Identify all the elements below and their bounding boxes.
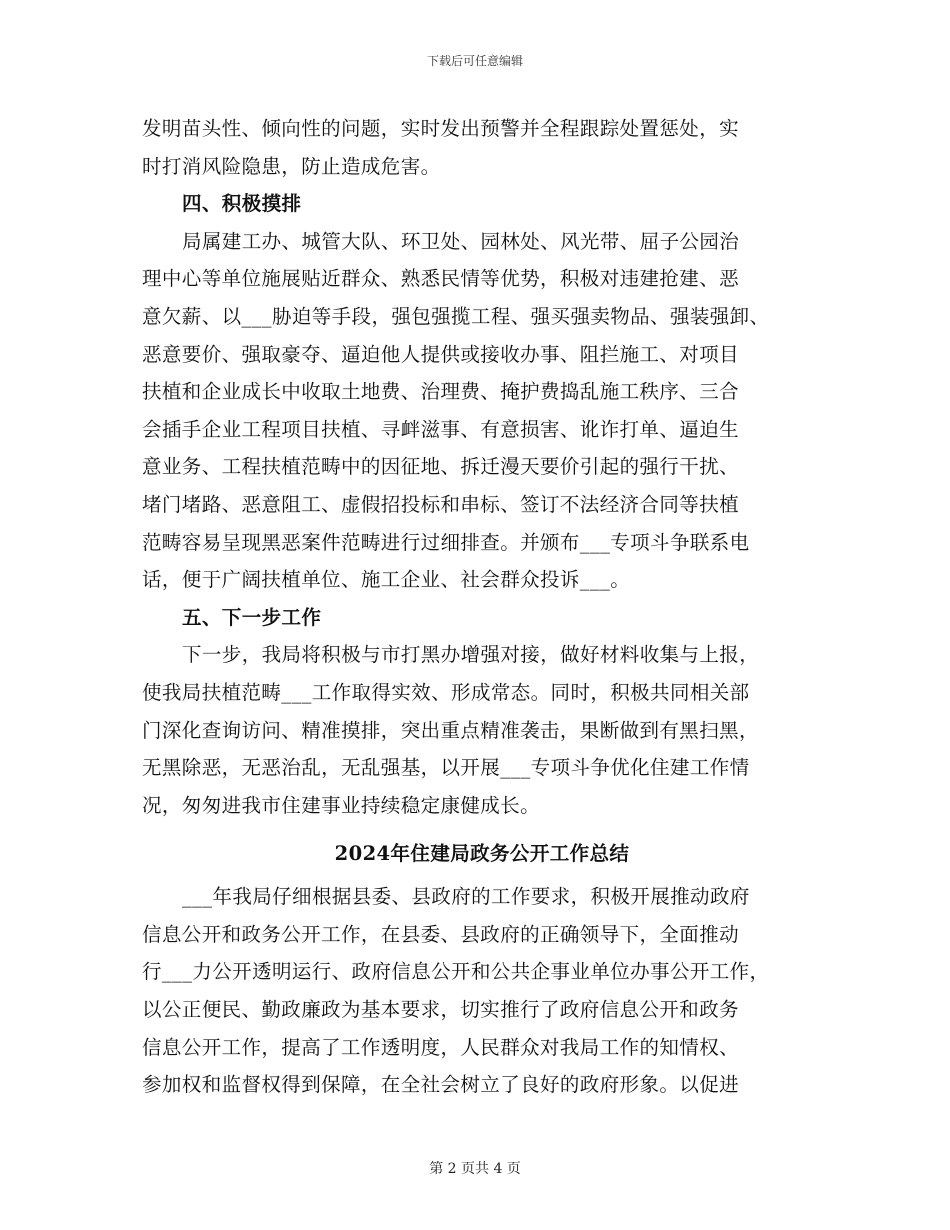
paragraph-line: 局属建工办、城管大队、环卫处、园林处、风光带、屈子公园治: [182, 229, 740, 253]
paragraph-line: 下一步，我局将积极与市打黑办增强对接，做好材料收集与上报，: [182, 643, 760, 667]
paragraph-line: 意业务、工程扶植范畴中的因征地、拆迁漫天要价引起的强行干扰、: [142, 455, 740, 479]
paragraph-line: ___年我局仔细根据县委、县政府的工作要求，积极开展推动政府: [182, 885, 750, 909]
document-body: [142, 110, 822, 1104]
paragraph-line: 恶意要价、强取豪夺、逼迫他人提供或接收办事、阻拦施工、对项目: [142, 342, 740, 366]
paragraph-line: 话，便于广阔扶植单位、施工企业、社会群众投诉___。: [142, 568, 631, 592]
page-header: 下载后可任意编辑: [426, 54, 523, 68]
section-heading: 五、下一步工作: [182, 605, 322, 629]
paragraph-line: 信息公开和政务公开工作，在县委、县政府的正确领导下，全面推动: [142, 922, 740, 946]
paragraph-line: 况，匆匆进我市住建事业持续稳定康健成长。: [142, 793, 541, 817]
paragraph-line: 堵门堵路、恶意阻工、虚假招投标和串标、签订不法经济合同等扶植: [142, 492, 740, 516]
paragraph-line: 发明苗头性、倾向性的问题，实时发出预警并全程跟踪处置惩处，实: [142, 117, 740, 140]
paragraph-line: 行___力公开透明运行、政府信息公开和公共企事业单位办事公开工作，: [142, 960, 770, 984]
paragraph-line: 时打消风险隐患，防止造成危害。: [142, 154, 441, 178]
paragraph-line: 扶植和企业成长中收取土地费、治理费、掩护费捣乱施工秩序、三合: [142, 380, 740, 404]
paragraph-line: 以公正便民、勤政廉政为基本要求，切实推行了政府信息公开和政务: [142, 998, 740, 1022]
paragraph-line: 参加权和监督权得到保障，在全社会树立了良好的政府形象。以促进: [142, 1073, 740, 1097]
page-footer: 第 2 页共 4 页: [429, 1161, 521, 1177]
paragraph-line: 使我局扶植范畴___工作取得实效、形成常态。同时，积极共同相关部: [142, 680, 750, 704]
paragraph-line: 门深化查询访问、精准摸排，突出重点精准袭击，果断做到有黑扫黑，: [142, 718, 759, 742]
paragraph-line: 会插手企业工程项目扶植、寻衅滋事、有意损害、讹诈打单、逼迫生: [142, 417, 740, 441]
paragraph-line: 意欠薪、以___胁迫等手段，强包强揽工程、强买强卖物品、强装强卸、: [142, 304, 770, 328]
paragraph-line: 范畴容易呈现黑恶案件范畴进行过细排查。并颁布___专项斗争联系电: [142, 530, 750, 554]
document-title: 2024年住建局政务公开工作总结: [334, 842, 630, 866]
paragraph-line: 信息公开工作，提高了工作透明度，人民群众对我局工作的知情权、: [142, 1035, 740, 1059]
paragraph-line: 理中心等单位施展贴近群众、熟悉民情等优势，积极对违建抢建、恶: [142, 267, 740, 291]
paragraph-line: 无黑除恶，无恶治乱，无乱强基，以开展___专项斗争优化住建工作情: [142, 756, 750, 780]
section-heading: 四、积极摸排: [182, 192, 302, 216]
